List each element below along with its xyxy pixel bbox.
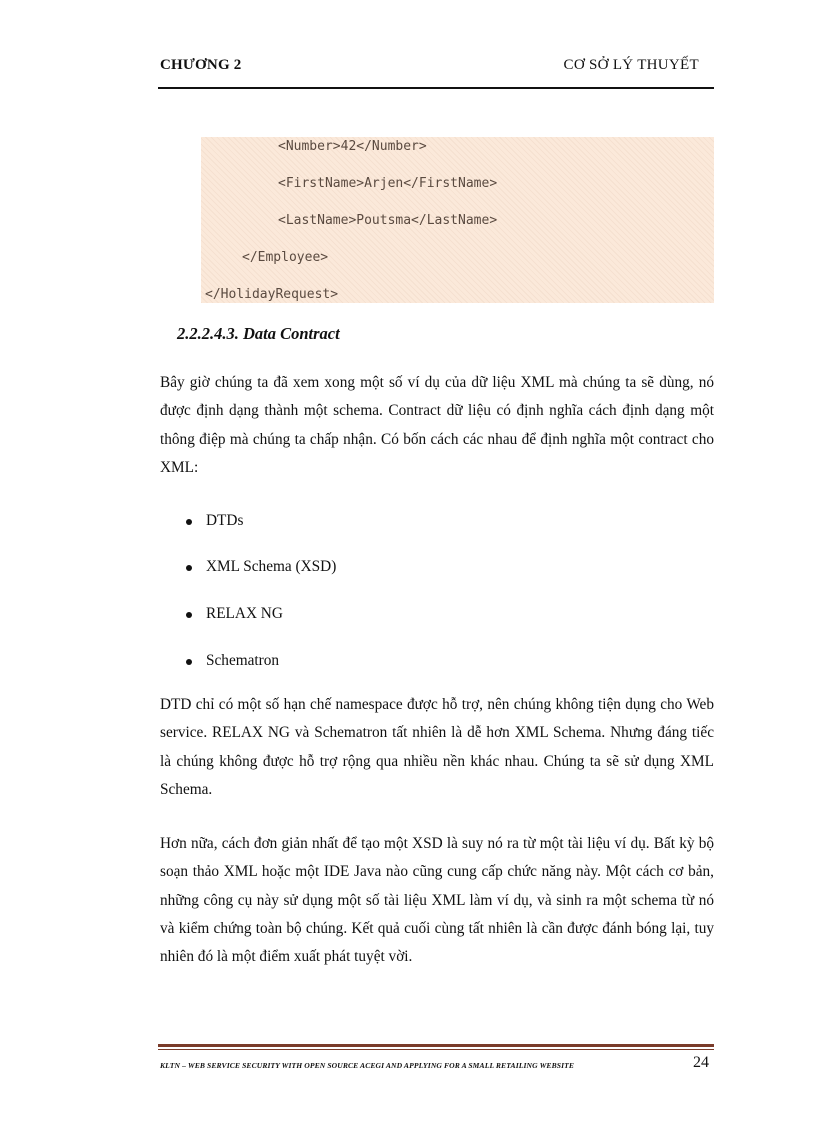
chapter-title: CƠ SỞ LÝ THUYẾT bbox=[563, 57, 699, 73]
code-line: <Number>42</Number> bbox=[278, 139, 427, 154]
chapter-label: CHƯƠNG 2 bbox=[160, 57, 242, 73]
list-item-label: RELAX NG bbox=[206, 605, 283, 622]
code-line: </HolidayRequest> bbox=[205, 287, 339, 302]
code-line: <LastName>Poutsma</LastName> bbox=[278, 213, 498, 228]
code-block bbox=[201, 137, 714, 303]
bullet-dot-icon bbox=[186, 519, 192, 525]
code-line: <FirstName>Arjen</FirstName> bbox=[278, 176, 498, 191]
paragraph-intro: Bây giờ chúng ta đã xem xong một số ví dụ của dữ liệu XML mà chúng ta sẽ dùng, nó được định dạng thành một schema. Contract dữ liệu có định nghĩa cách định dạng một thông điệp mà chúng ta chấp nhận. Có bốn cách các nhau để định nghĩa một contract cho XML: bbox=[160, 374, 714, 476]
bullet-dot-icon bbox=[186, 612, 192, 618]
footer-title: KLTN – WEB SERVICE SECURITY WITH OPEN SOURCE ACEGI AND APPLYING FOR A SMALL RETAILING WEBSITE bbox=[160, 1061, 575, 1070]
paragraph-dtd: DTD chỉ có một số hạn chế namespace được hỗ trợ, nên chúng không tiện dụng cho Web service. RELAX NG và Schematron tất nhiên là dễ hơn XML Schema. Nhưng đáng tiếc là chúng không được hỗ trợ rộng qua nhiều nền khác nhau. Chúng ta sẽ sử dụng XML Schema. bbox=[160, 696, 714, 798]
page-number: 24 bbox=[693, 1054, 709, 1071]
bullet-dot-icon bbox=[186, 659, 192, 665]
footer-divider bbox=[158, 1044, 714, 1047]
header-divider bbox=[158, 87, 714, 89]
section-heading: 2.2.2.4.3. Data Contract bbox=[177, 324, 340, 343]
list-item-label: XML Schema (XSD) bbox=[206, 558, 337, 575]
list-item-label: DTDs bbox=[206, 512, 244, 529]
bullet-dot-icon bbox=[186, 565, 192, 571]
code-line: </Employee> bbox=[242, 250, 329, 265]
paragraph-xsd: Hơn nữa, cách đơn giản nhất để tạo một XSD là suy nó ra từ một tài liệu ví dụ. Bất kỳ bộ soạn thảo XML hoặc một IDE Java nào cũng cung cấp chức năng này. Một cách cơ bản, những công cụ này sử dụng một số tài liệu XML làm ví dụ, và sinh ra một schema từ nó và kiểm chứng toàn bộ chúng. Kết quả cuối cùng tất nhiên là cần được đánh bóng lại, tuy nhiên đó là một điểm xuất phát tuyệt vời. bbox=[160, 835, 714, 966]
footer-divider-thin bbox=[158, 1049, 714, 1050]
list-item-label: Schematron bbox=[206, 652, 280, 669]
